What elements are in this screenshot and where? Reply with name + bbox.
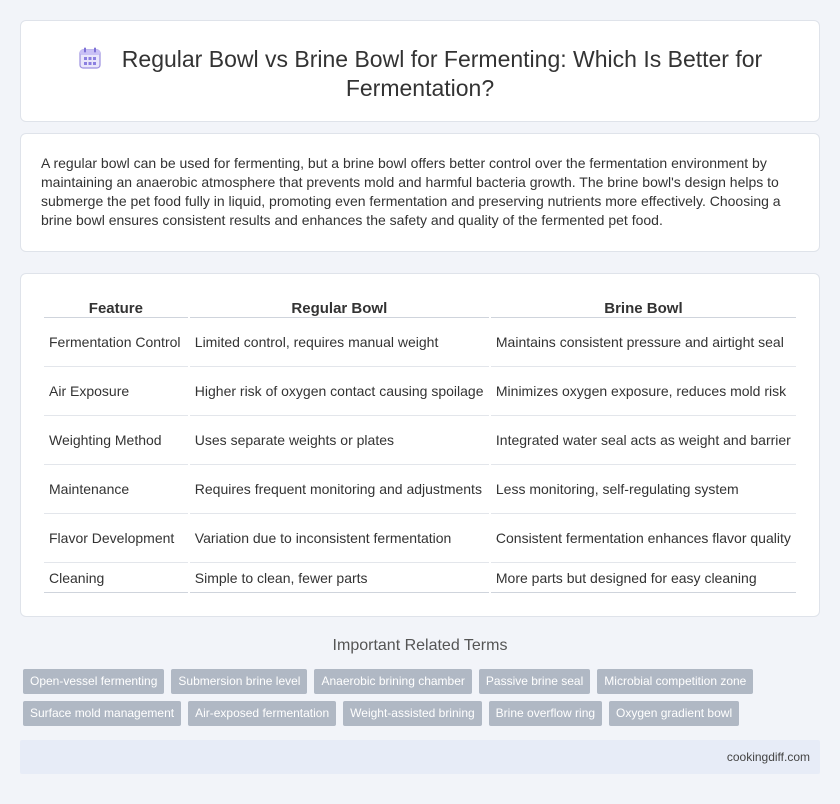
brine-bowl-cell: Consistent fermentation enhances flavor quality: [491, 514, 796, 563]
regular-bowl-cell: Uses separate weights or plates: [190, 416, 489, 465]
calendar-icon: [78, 46, 102, 70]
feature-cell: Air Exposure: [44, 367, 188, 416]
comparison-card: [20, 273, 820, 617]
brine-bowl-cell: More parts but designed for easy cleaning: [491, 563, 796, 593]
table-header-row: [44, 295, 796, 318]
title-card: [20, 20, 820, 122]
table-row: [44, 367, 796, 416]
related-terms-heading: Important Related Terms: [332, 637, 508, 654]
related-tag[interactable]: Surface mold management: [23, 701, 181, 726]
regular-bowl-cell: Limited control, requires manual weight: [190, 318, 489, 367]
related-tag[interactable]: Anaerobic brining chamber: [314, 669, 471, 694]
intro-paragraph: A regular bowl can be used for fermenting, but a brine bowl offers better control over the fermentation environment by maintaining an anaerobic atmosphere that prevents mold and harmful bacteria growth. The brine bowl's design helps to submerge the pet food fully in liquid, promoting even fermentation and preserving nutrients more effectively. Choosing a brine bowl ensures consistent results and enhances the safety and quality of the fermented pet food.: [41, 155, 781, 228]
related-tag[interactable]: Passive brine seal: [479, 669, 590, 694]
page-title-row: [21, 45, 819, 103]
table-row: [44, 465, 796, 514]
header-brine-bowl: Brine Bowl: [491, 295, 796, 318]
feature-cell: Cleaning: [44, 563, 188, 593]
brine-bowl-cell: Integrated water seal acts as weight and barrier: [491, 416, 796, 465]
table-row: [44, 563, 796, 593]
related-terms-list: [23, 669, 803, 733]
feature-cell: Maintenance: [44, 465, 188, 514]
tag-row: [23, 669, 803, 694]
regular-bowl-cell: Variation due to inconsistent fermentation: [190, 514, 489, 563]
feature-cell: Weighting Method: [44, 416, 188, 465]
header-feature: Feature: [44, 295, 188, 318]
comparison-table: [42, 295, 798, 593]
footer-bar: [20, 740, 820, 774]
intro-card: [20, 133, 820, 252]
related-tag[interactable]: Open-vessel fermenting: [23, 669, 164, 694]
brine-bowl-cell: Maintains consistent pressure and airtight seal: [491, 318, 796, 367]
table-row: [44, 416, 796, 465]
site-link[interactable]: cookingdiff.com: [726, 750, 810, 764]
related-tag[interactable]: Brine overflow ring: [489, 701, 602, 726]
regular-bowl-cell: Requires frequent monitoring and adjustments: [190, 465, 489, 514]
related-tag[interactable]: Microbial competition zone: [597, 669, 753, 694]
brine-bowl-cell: Minimizes oxygen exposure, reduces mold risk: [491, 367, 796, 416]
brine-bowl-cell: Less monitoring, self-regulating system: [491, 465, 796, 514]
header-regular-bowl: Regular Bowl: [190, 295, 489, 318]
tag-row: [23, 701, 803, 726]
feature-cell: Fermentation Control: [44, 318, 188, 367]
related-tag[interactable]: Submersion brine level: [171, 669, 307, 694]
related-tag[interactable]: Weight-assisted brining: [343, 701, 482, 726]
related-tag[interactable]: Oxygen gradient bowl: [609, 701, 739, 726]
regular-bowl-cell: Simple to clean, fewer parts: [190, 563, 489, 593]
related-tag[interactable]: Air-exposed fermentation: [188, 701, 336, 726]
table-row: [44, 318, 796, 367]
feature-cell: Flavor Development: [44, 514, 188, 563]
table-row: [44, 514, 796, 563]
regular-bowl-cell: Higher risk of oxygen contact causing spoilage: [190, 367, 489, 416]
page-title: Regular Bowl vs Brine Bowl for Fermenting: Which Is Better for Fermentation?: [121, 46, 763, 101]
